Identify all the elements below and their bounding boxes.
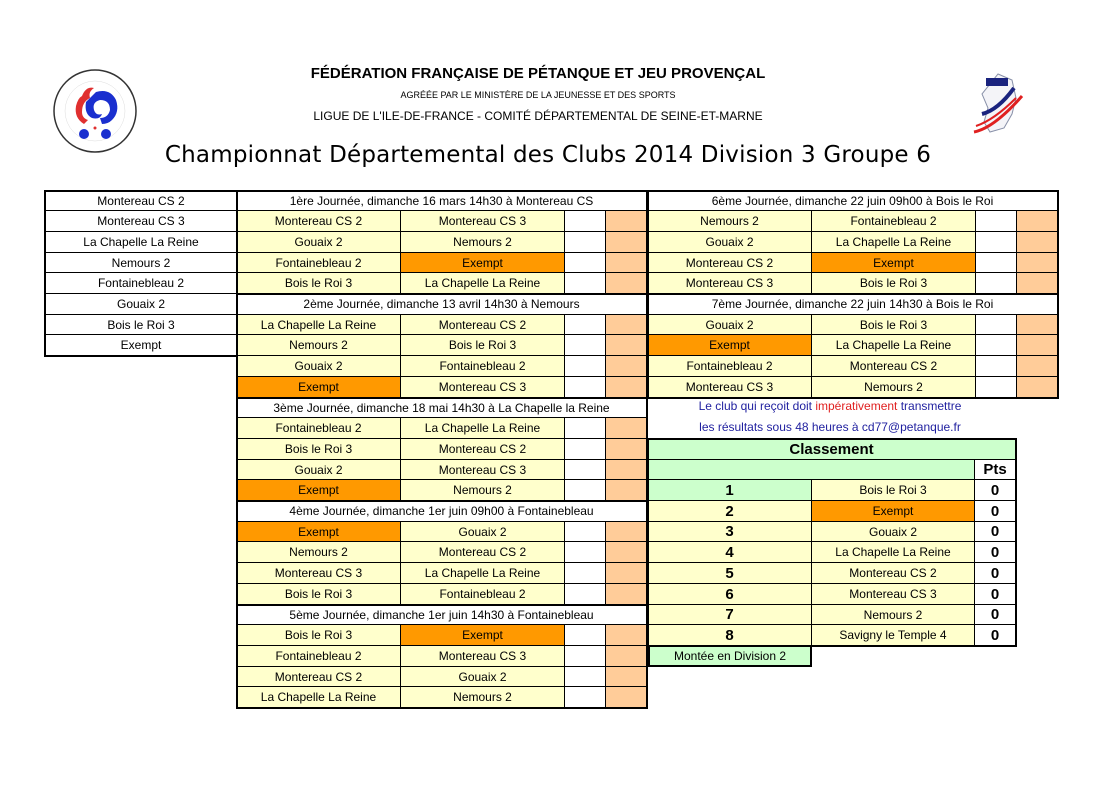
home-team: Exempt (237, 377, 401, 398)
promotion-label: Montée en Division 2 (648, 646, 812, 667)
points-cell: 0 (975, 480, 1016, 501)
home-team: Nemours 2 (237, 542, 401, 563)
team-list-item: Montereau CS 2 (45, 191, 237, 211)
score-home-input[interactable] (565, 667, 606, 687)
journee-header: 6ème Journée, dimanche 22 juin 09h00 à Bois le Roi (648, 191, 1058, 211)
home-team: Gouaix 2 (237, 460, 401, 480)
journee-header: 2ème Journée, dimanche 13 avril 14h30 à Nemours (237, 294, 647, 315)
rank-cell: 4 (648, 542, 812, 563)
ranking-team: Bois le Roi 3 (812, 480, 975, 501)
home-team: Montereau CS 2 (237, 667, 401, 687)
away-team: Nemours 2 (401, 232, 565, 253)
ranking-team: La Chapelle La Reine (812, 542, 975, 563)
home-team: Bois le Roi 3 (237, 584, 401, 605)
home-team: Bois le Roi 3 (237, 273, 401, 294)
score-away-input[interactable] (606, 253, 647, 273)
away-team: La Chapelle La Reine (401, 418, 565, 439)
home-team: Fontainebleau 2 (237, 646, 401, 667)
score-away-input[interactable] (606, 542, 647, 563)
score-away-input[interactable] (1017, 315, 1058, 335)
ranking-team: Gouaix 2 (812, 522, 975, 542)
journee-header: 4ème Journée, dimanche 1er juin 09h00 à Fontainebleau (237, 501, 647, 522)
points-cell: 0 (975, 501, 1016, 522)
score-home-input[interactable] (565, 315, 606, 335)
score-home-input[interactable] (565, 253, 606, 273)
score-home-input[interactable] (976, 377, 1017, 398)
score-home-input[interactable] (565, 335, 606, 356)
score-away-input[interactable] (1017, 377, 1058, 398)
away-team: Montereau CS 2 (401, 542, 565, 563)
away-team: Fontainebleau 2 (401, 584, 565, 605)
score-away-input[interactable] (606, 232, 647, 253)
score-home-input[interactable] (976, 232, 1017, 253)
score-away-input[interactable] (1017, 356, 1058, 377)
ministry-agreement: AGRÉÉE PAR LE MINISTÈRE DE LA JEUNESSE ET DES SPORTS (400, 90, 676, 100)
away-team: Bois le Roi 3 (812, 315, 976, 335)
league-committee: LIGUE DE L'ILE-DE-FRANCE - COMITÉ DÉPARTEMENTAL DE SEINE-ET-MARNE (313, 109, 763, 123)
score-away-input[interactable] (606, 584, 647, 605)
score-home-input[interactable] (565, 522, 606, 542)
home-team: La Chapelle La Reine (237, 687, 401, 708)
score-away-input[interactable] (606, 273, 647, 294)
away-team: Nemours 2 (812, 377, 976, 398)
away-team: Montereau CS 2 (401, 315, 565, 335)
journee-header: 5ème Journée, dimanche 1er juin 14h30 à Fontainebleau (237, 605, 647, 625)
journee-header: 1ère Journée, dimanche 16 mars 14h30 à Montereau CS (237, 191, 647, 211)
score-home-input[interactable] (565, 480, 606, 501)
away-team: Gouaix 2 (401, 667, 565, 687)
home-team: Bois le Roi 3 (237, 439, 401, 460)
score-away-input[interactable] (606, 522, 647, 542)
points-cell: 0 (975, 584, 1016, 605)
journee-header: 3ème Journée, dimanche 18 mai 14h30 à La Chapelle la Reine (237, 398, 647, 418)
score-away-input[interactable] (606, 687, 647, 708)
score-home-input[interactable] (565, 687, 606, 708)
score-home-input[interactable] (976, 253, 1017, 273)
notice-text: transmettre (897, 399, 962, 413)
rank-cell: 6 (648, 584, 812, 605)
home-team: Fontainebleau 2 (237, 253, 401, 273)
score-home-input[interactable] (565, 625, 606, 646)
away-team: Nemours 2 (401, 480, 565, 501)
home-team: Exempt (237, 522, 401, 542)
rank-cell: 3 (648, 522, 812, 542)
pts-header: Pts (975, 460, 1016, 480)
team-list-item: Nemours 2 (45, 253, 237, 273)
home-team: Gouaix 2 (237, 232, 401, 253)
home-team: Montereau CS 2 (648, 253, 812, 273)
score-home-input[interactable] (976, 315, 1017, 335)
score-home-input[interactable] (565, 584, 606, 605)
away-team: Montereau CS 2 (812, 356, 976, 377)
away-team: La Chapelle La Reine (812, 232, 976, 253)
away-team: Montereau CS 2 (401, 439, 565, 460)
classement-title: Classement (648, 439, 1016, 460)
rank-cell: 5 (648, 563, 812, 584)
federation-name: FÉDÉRATION FRANÇAISE DE PÉTANQUE ET JEU PROVENÇAL (310, 65, 766, 82)
score-away-input[interactable] (606, 625, 647, 646)
score-home-input[interactable] (565, 542, 606, 563)
team-list-item: Exempt (45, 335, 237, 356)
score-away-input[interactable] (606, 460, 647, 480)
away-team: La Chapelle La Reine (812, 335, 976, 356)
score-away-input[interactable] (606, 439, 647, 460)
score-home-input[interactable] (976, 335, 1017, 356)
score-away-input[interactable] (606, 667, 647, 687)
home-team: Exempt (648, 335, 812, 356)
score-away-input[interactable] (1017, 273, 1058, 294)
score-away-input[interactable] (1017, 211, 1058, 232)
away-team: Exempt (812, 253, 976, 273)
home-team: Fontainebleau 2 (237, 418, 401, 439)
score-away-input[interactable] (606, 315, 647, 335)
away-team: La Chapelle La Reine (401, 563, 565, 584)
home-team: Bois le Roi 3 (237, 625, 401, 646)
score-home-input[interactable] (565, 646, 606, 667)
team-list-item: Montereau CS 3 (45, 211, 237, 232)
home-team: Nemours 2 (237, 335, 401, 356)
away-team: Montereau CS 3 (401, 377, 565, 398)
score-home-input[interactable] (976, 356, 1017, 377)
score-home-input[interactable] (565, 563, 606, 584)
team-list-item: Gouaix 2 (45, 294, 237, 315)
away-team: Montereau CS 3 (401, 460, 565, 480)
home-team: Fontainebleau 2 (648, 356, 812, 377)
rank-cell: 8 (648, 625, 812, 646)
away-team: Fontainebleau 2 (401, 356, 565, 377)
points-cell: 0 (975, 542, 1016, 563)
home-team: Gouaix 2 (648, 232, 812, 253)
ranking-team: Savigny le Temple 4 (812, 625, 975, 646)
rank-cell: 2 (648, 501, 812, 522)
score-away-input[interactable] (606, 377, 647, 398)
points-cell: 0 (975, 605, 1016, 625)
home-team: Montereau CS 3 (237, 563, 401, 584)
home-team: Montereau CS 3 (648, 273, 812, 294)
ranking-team: Exempt (812, 501, 975, 522)
away-team: Gouaix 2 (401, 522, 565, 542)
score-away-input[interactable] (606, 646, 647, 667)
away-team: Bois le Roi 3 (401, 335, 565, 356)
ranking-team: Nemours 2 (812, 605, 975, 625)
away-team: Exempt (401, 253, 565, 273)
score-home-input[interactable] (565, 377, 606, 398)
score-home-input[interactable] (565, 232, 606, 253)
notice-line-2: les résultats sous 48 heures à cd77@petanque.fr (699, 420, 961, 434)
score-away-input[interactable] (606, 356, 647, 377)
home-team: Montereau CS 2 (237, 211, 401, 232)
home-team: Montereau CS 3 (648, 377, 812, 398)
notice-line-1 (650, 399, 1010, 413)
score-away-input[interactable] (1017, 335, 1058, 356)
score-away-input[interactable] (606, 211, 647, 232)
score-away-input[interactable] (606, 480, 647, 501)
home-team: Gouaix 2 (237, 356, 401, 377)
rank-cell: 7 (648, 605, 812, 625)
away-team: Nemours 2 (401, 687, 565, 708)
score-home-input[interactable] (565, 460, 606, 480)
ranking-team: Montereau CS 2 (812, 563, 975, 584)
score-home-input[interactable] (976, 211, 1017, 232)
classement-subheader (648, 460, 975, 480)
score-home-input[interactable] (565, 273, 606, 294)
score-away-input[interactable] (606, 335, 647, 356)
score-away-input[interactable] (606, 418, 647, 439)
page-title: Championnat Départemental des Clubs 2014 Division 3 Groupe 6 (164, 142, 932, 168)
ranking-team: Montereau CS 3 (812, 584, 975, 605)
away-team: Montereau CS 3 (401, 211, 565, 232)
home-team: Gouaix 2 (648, 315, 812, 335)
away-team: Bois le Roi 3 (812, 273, 976, 294)
away-team: Exempt (401, 625, 565, 646)
team-list-item: La Chapelle La Reine (45, 232, 237, 253)
away-team: Fontainebleau 2 (812, 211, 976, 232)
score-home-input[interactable] (565, 439, 606, 460)
score-home-input[interactable] (565, 211, 606, 232)
notice-text: Le club qui reçoit doit (698, 399, 816, 413)
points-cell: 0 (975, 625, 1016, 646)
score-away-input[interactable] (1017, 253, 1058, 273)
home-team: La Chapelle La Reine (237, 315, 401, 335)
score-away-input[interactable] (606, 563, 647, 584)
points-cell: 0 (975, 522, 1016, 542)
away-team: La Chapelle La Reine (401, 273, 565, 294)
score-home-input[interactable] (565, 356, 606, 377)
score-home-input[interactable] (976, 273, 1017, 294)
away-team: Montereau CS 3 (401, 646, 565, 667)
score-away-input[interactable] (1017, 232, 1058, 253)
rank-cell: 1 (648, 480, 812, 501)
team-list-item: Fontainebleau 2 (45, 273, 237, 294)
notice-highlight: impérativement (815, 399, 898, 413)
home-team: Exempt (237, 480, 401, 501)
team-list-item: Bois le Roi 3 (45, 315, 237, 335)
journee-header: 7ème Journée, dimanche 22 juin 14h30 à Bois le Roi (648, 294, 1058, 315)
home-team: Nemours 2 (648, 211, 812, 232)
points-cell: 0 (975, 563, 1016, 584)
score-home-input[interactable] (565, 418, 606, 439)
